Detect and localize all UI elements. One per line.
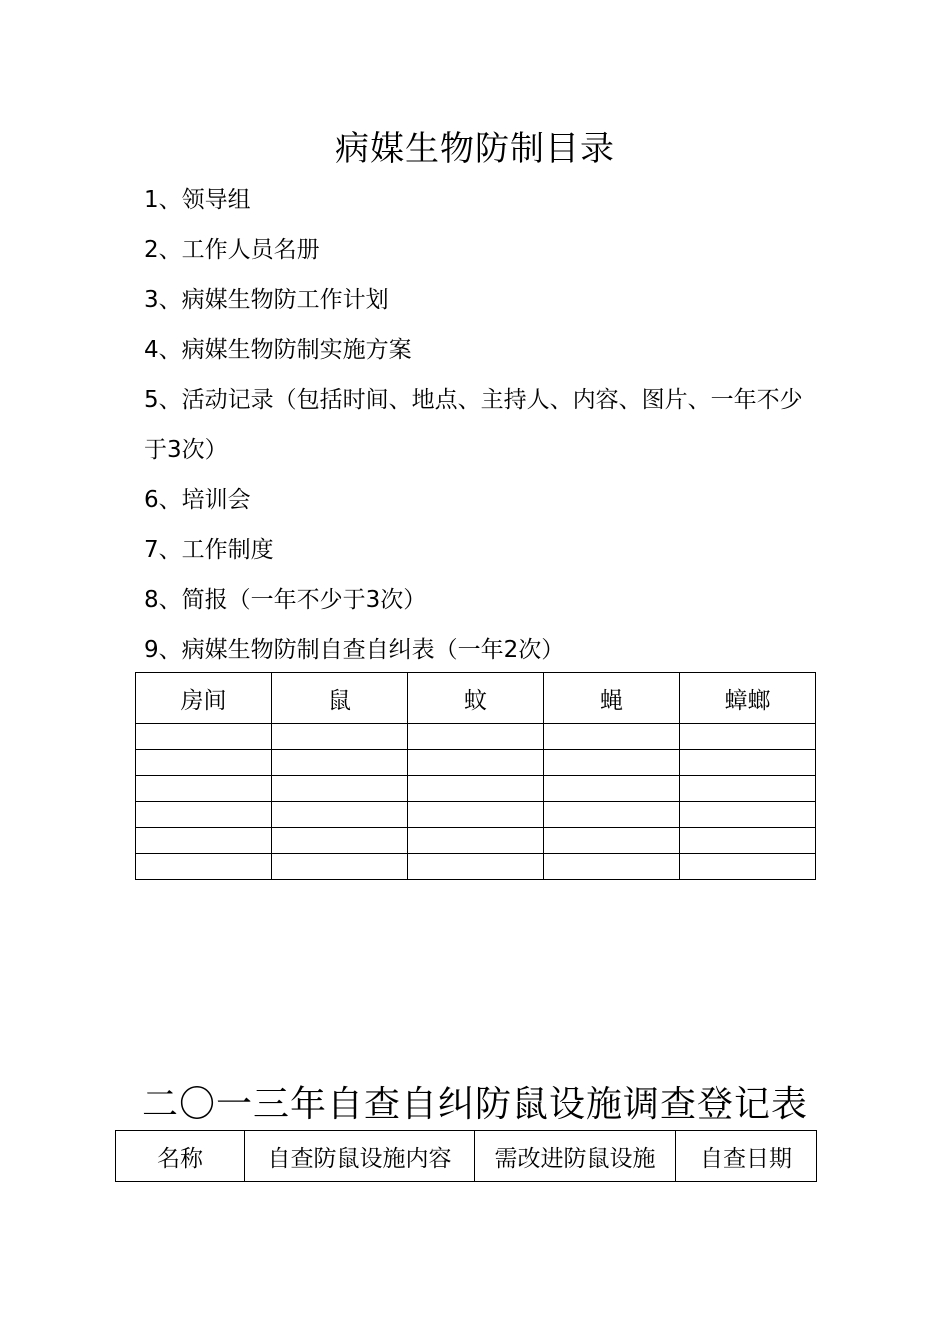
header-cell-mosquito: 蚊 [408,673,544,724]
table-cell [680,802,816,828]
header-cell-improvement: 需改进防鼠设施 [475,1131,676,1182]
toc-item: 2、工作人员名册 [144,237,320,263]
table-cell [680,724,816,750]
table-cell [272,724,408,750]
table-cell [408,776,544,802]
header-cell-fly: 蝇 [544,673,680,724]
table-cell [408,724,544,750]
toc-item: 5、活动记录（包括时间、地点、主持人、内容、图片、一年不少于3次） [144,387,803,463]
table-cell [544,854,680,880]
table-cell [680,854,816,880]
table-cell [680,776,816,802]
toc-item: 1、领导组 [144,187,251,213]
toc-item: 8、简报（一年不少于3次） [144,587,427,613]
toc-item: 6、培训会 [144,487,251,513]
table-row [136,802,816,828]
header-cell-check-date: 自查日期 [676,1131,817,1182]
table-cell [544,828,680,854]
table-cell [408,854,544,880]
table-row [136,776,816,802]
pest-check-table [135,672,816,880]
toc-item: 9、病媒生物防制自查自纠表（一年2次） [144,637,565,663]
table-cell [544,776,680,802]
table-cell [408,802,544,828]
table-cell [136,828,272,854]
table-cell [680,828,816,854]
toc-list [144,175,824,675]
table-row [136,854,816,880]
toc-item: 4、病媒生物防制实施方案 [144,337,412,363]
toc-item: 7、工作制度 [144,537,274,563]
table-header-row [136,673,816,724]
toc-item: 3、病媒生物防工作计划 [144,287,389,313]
header-cell-name: 名称 [116,1131,245,1182]
header-cell-cockroach: 蟑螂 [680,673,816,724]
table-cell [544,802,680,828]
table-cell [136,724,272,750]
table-cell [272,854,408,880]
table-cell [272,750,408,776]
header-cell-room: 房间 [136,673,272,724]
table-row [136,724,816,750]
table-cell [408,828,544,854]
table-row [136,828,816,854]
page-title: 病媒生物防制目录 [335,129,615,169]
table-cell [544,750,680,776]
table-cell [544,724,680,750]
header-cell-rat: 鼠 [272,673,408,724]
rat-facility-table [115,1130,817,1182]
table-cell [408,750,544,776]
table-row [136,750,816,776]
header-cell-facility-content: 自查防鼠设施内容 [245,1131,475,1182]
table-cell [136,776,272,802]
table-cell [136,854,272,880]
table-cell [680,750,816,776]
table-cell [136,802,272,828]
rat-section-title: 二〇一三年自查自纠防鼠设施调查登记表 [141,1084,808,1125]
table-header-row [116,1131,817,1182]
table-cell [136,750,272,776]
table-cell [272,828,408,854]
table-cell [272,802,408,828]
table-cell [272,776,408,802]
